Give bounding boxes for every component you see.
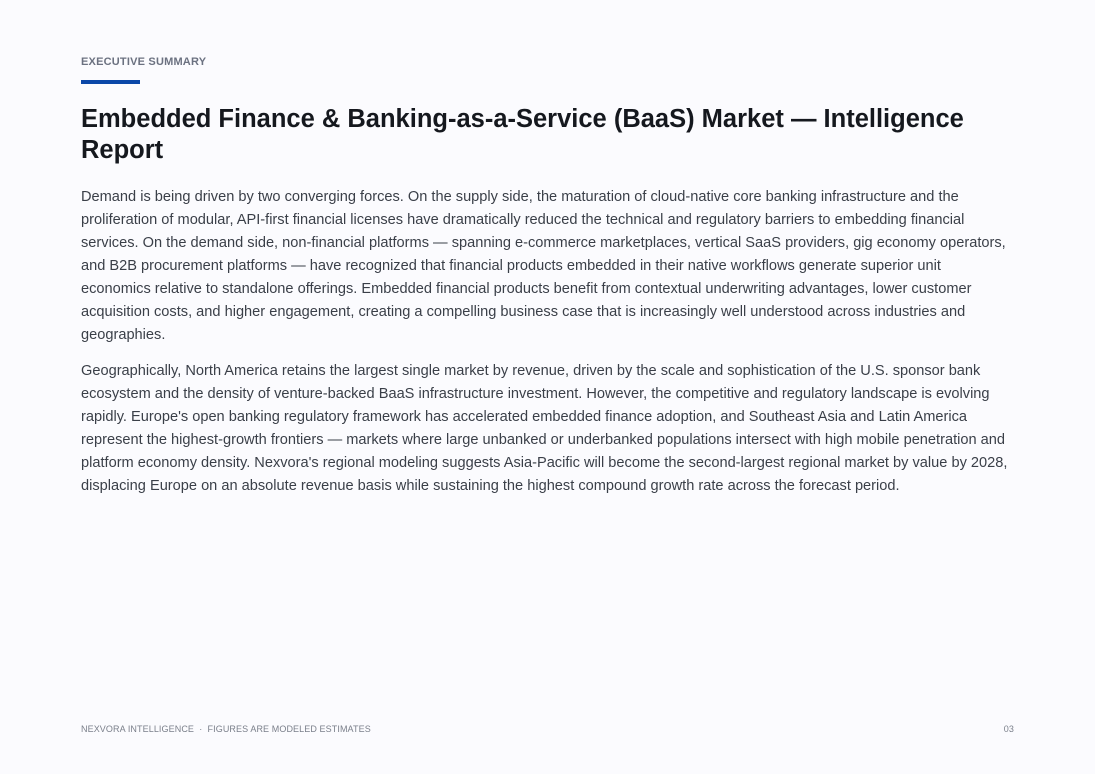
page-title: Embedded Finance & Banking-as-a-Service (BaaS) Market — Intelligence Report [81, 105, 964, 164]
paragraph-1: Demand is being driven by two converging forces. On the supply side, the maturation of cloud-native core banking infrastructure and the proliferation of modular, API-first financial licenses have dramatically reduced the technical and regulatory barriers to embedding financial services. On the demand side, non-financial platforms — spanning e-commerce marketplaces, vertical SaaS providers, gig economy operators, and B2B procurement platforms — have recognized that financial products embedded in their native workflows generate superior unit economics relative to standalone offerings. Embedded financial products benefit from contextual underwriting advantages, lower customer acquisition costs, and higher engagement, creating a compelling business case that is increasingly well understood across industries and geographies. [81, 189, 1006, 343]
paragraph-2: Geographically, North America retains the largest single market by revenue, driven by the scale and sophistication of the U.S. sponsor bank ecosystem and the density of venture-backed BaaS infrastructure investment. However, the competitive and regulatory landscape is evolving rapidly. Europe's open banking regulatory framework has accelerated embedded finance adoption, and Southeast Asia and Latin America represent the highest-growth frontiers — markets where large unbanked or underbanked populations intersect with high mobile penetration and platform economy density. Nexvora's regional modeling suggests Asia-Pacific will become the second-largest regional market by value by 2028, displacing Europe on an absolute revenue basis while sustaining the highest compound growth rate across the forecast period. [81, 363, 1008, 494]
section-label: EXECUTIVE SUMMARY [81, 56, 207, 68]
page-footer [81, 724, 1014, 734]
report-page [81, 0, 1014, 774]
body-text [81, 186, 1014, 511]
accent-bar [81, 80, 140, 84]
footer-note: NEXVORA INTELLIGENCE · FIGURES ARE MODELED ESTIMATES [81, 724, 371, 734]
page-number: 03 [1003, 724, 1014, 734]
